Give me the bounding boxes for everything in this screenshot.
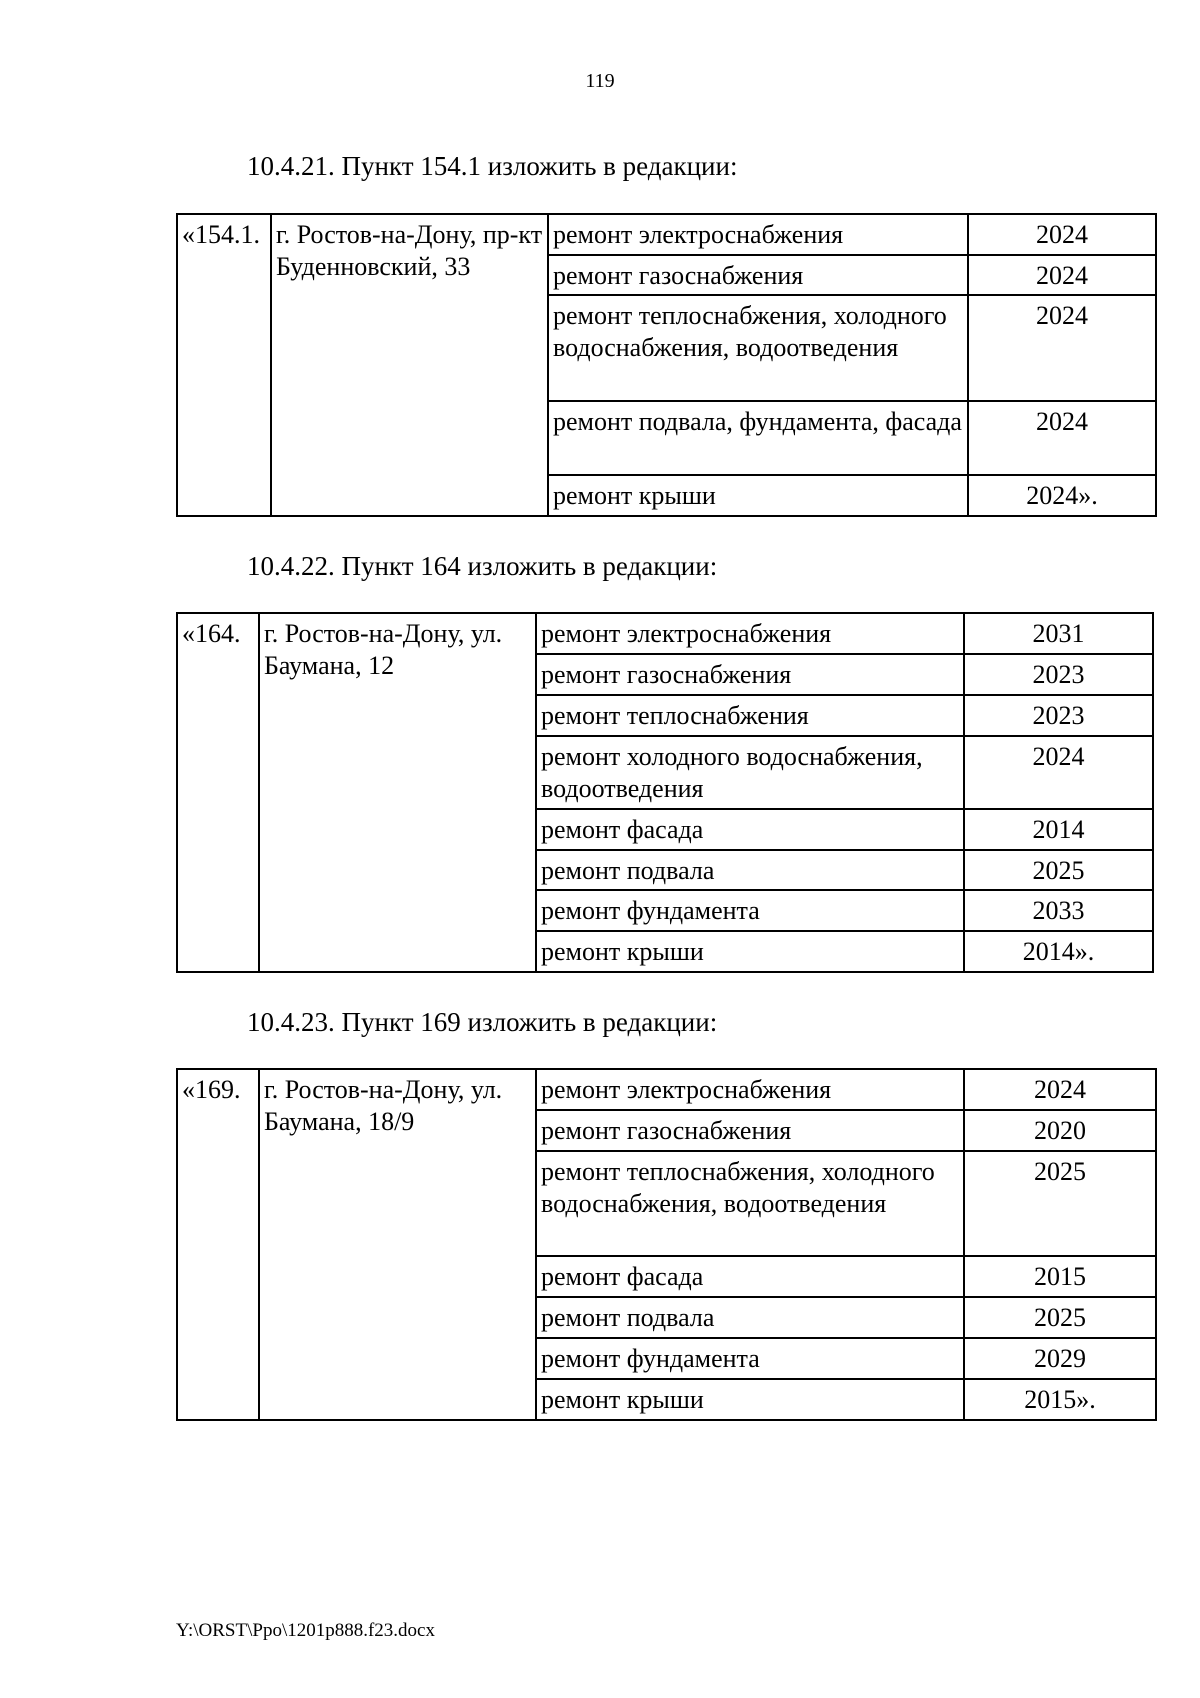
year-cell: 2025 [964, 1297, 1156, 1338]
work-cell: ремонт фасада [536, 809, 964, 850]
item-number: «169. [177, 1069, 259, 1420]
year-cell: 2023 [964, 654, 1153, 695]
work-cell: ремонт фундамента [536, 1338, 964, 1379]
year-cell: 2024 [964, 736, 1153, 809]
file-path-footer: Y:\ORST\Ppo\1201p888.f23.docx [176, 1620, 435, 1641]
year-cell: 2024». [968, 475, 1156, 516]
year-cell: 2024 [968, 255, 1156, 295]
work-cell: ремонт теплоснабжения, холодного водоснабжения, водоотведения [548, 295, 968, 401]
year-cell: 2015 [964, 1256, 1156, 1297]
year-cell: 2025 [964, 850, 1153, 890]
year-cell: 2024 [964, 1069, 1156, 1110]
work-cell: ремонт крыши [536, 931, 964, 972]
work-cell: ремонт подвала [536, 1297, 964, 1338]
year-cell: 2014». [964, 931, 1153, 972]
item-number: «154.1. [177, 214, 271, 516]
page-number: 119 [585, 70, 615, 92]
work-cell: ремонт электроснабжения [548, 214, 968, 255]
year-cell: 2024 [968, 401, 1156, 475]
work-cell: ремонт фасада [536, 1256, 964, 1297]
work-cell: ремонт электроснабжения [536, 613, 964, 654]
work-cell: ремонт холодного водоснабжения, водоотведения [536, 736, 964, 809]
work-cell: ремонт крыши [548, 475, 968, 516]
work-cell: ремонт газоснабжения [536, 654, 964, 695]
amendment-table [176, 213, 1157, 517]
year-cell: 2025 [964, 1151, 1156, 1256]
year-cell: 2029 [964, 1338, 1156, 1379]
year-cell: 2023 [964, 695, 1153, 736]
work-cell: ремонт подвала, фундамента, фасада [548, 401, 968, 475]
work-cell: ремонт крыши [536, 1379, 964, 1420]
work-cell: ремонт газоснабжения [548, 255, 968, 295]
year-cell: 2024 [968, 295, 1156, 401]
section-heading: 10.4.22. Пункт 164 изложить в редакции: [247, 551, 718, 581]
year-cell: 2020 [964, 1110, 1156, 1151]
work-cell: ремонт электроснабжения [536, 1069, 964, 1110]
address-cell: г. Ростов-на-Дону, пр-кт Буденновский, 33 [271, 214, 548, 516]
address-cell: г. Ростов-на-Дону, ул. Баумана, 12 [259, 613, 536, 972]
year-cell: 2015». [964, 1379, 1156, 1420]
section-heading: 10.4.23. Пункт 169 изложить в редакции: [247, 1007, 718, 1037]
amendment-table [176, 612, 1154, 973]
year-cell: 2031 [964, 613, 1153, 654]
section-heading: 10.4.21. Пункт 154.1 изложить в редакции: [247, 151, 738, 181]
amendment-table [176, 1068, 1157, 1421]
item-number: «164. [177, 613, 259, 972]
work-cell: ремонт теплоснабжения, холодного водоснабжения, водоотведения [536, 1151, 964, 1256]
year-cell: 2033 [964, 890, 1153, 931]
work-cell: ремонт фундамента [536, 890, 964, 931]
work-cell: ремонт газоснабжения [536, 1110, 964, 1151]
work-cell: ремонт подвала [536, 850, 964, 890]
work-cell: ремонт теплоснабжения [536, 695, 964, 736]
address-cell: г. Ростов-на-Дону, ул. Баумана, 18/9 [259, 1069, 536, 1420]
year-cell: 2024 [968, 214, 1156, 255]
year-cell: 2014 [964, 809, 1153, 850]
